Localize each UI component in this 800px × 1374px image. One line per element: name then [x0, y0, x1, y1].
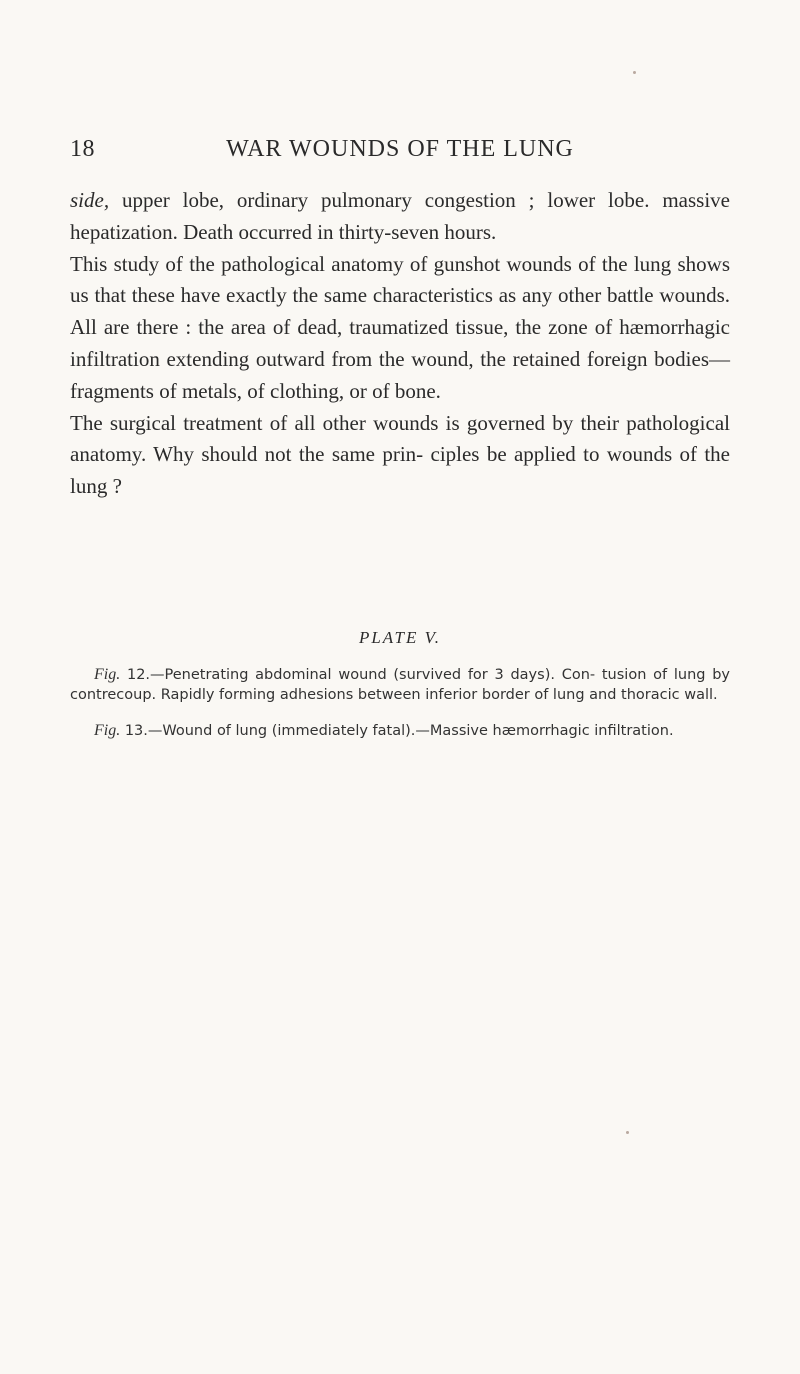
page-header: [70, 136, 730, 170]
paragraph-3: The surgical treatment of all other wounds is governed by their pathological anatomy. Why should not the same prin- ciples be applied to wounds of the lung ?: [70, 410, 730, 499]
plate-title: PLATE V.: [358, 628, 442, 647]
caption-text: 12.—Penetrating abdominal wound (survived for 3 days). Con- tusion of lung by contrecoup. Rapidly forming adhesions between inferior border of lung and thoracic wall.: [70, 667, 730, 703]
caption-fig-13: [70, 721, 730, 741]
paper-speck: [633, 71, 636, 74]
figure-captions: [70, 665, 730, 757]
caption-text: 13.—Wound of lung (immediately fatal).—Massive hæmorrhagic infiltration.: [120, 723, 674, 739]
body-text: [70, 185, 730, 503]
caption-fig-12: [70, 665, 730, 705]
caption-label: Fig.: [94, 666, 121, 683]
paragraph-1-text: upper lobe, ordinary pulmonary congestion ; lower lobe. massive hepatization. Death occurred in thirty-seven hours.: [70, 188, 730, 244]
page-number: 18: [70, 136, 95, 162]
running-head: WAR WOUNDS OF THE LUNG: [226, 136, 574, 162]
caption-label: Fig.: [94, 722, 121, 739]
paragraph-1: [70, 185, 730, 249]
paragraph-2: This study of the pathological anatomy of gunshot wounds of the lung shows us that these have exactly the same characteristics as any other battle wounds. All are there : the area of dead, traumatized tissue, the zone of hæmorrhagic infiltration extending outward from the wound, the retained foreign bodies—fragments of metals, of clothing, or of bone.: [70, 251, 730, 403]
paper-speck: [626, 1131, 629, 1134]
italic-word: side,: [70, 188, 110, 212]
